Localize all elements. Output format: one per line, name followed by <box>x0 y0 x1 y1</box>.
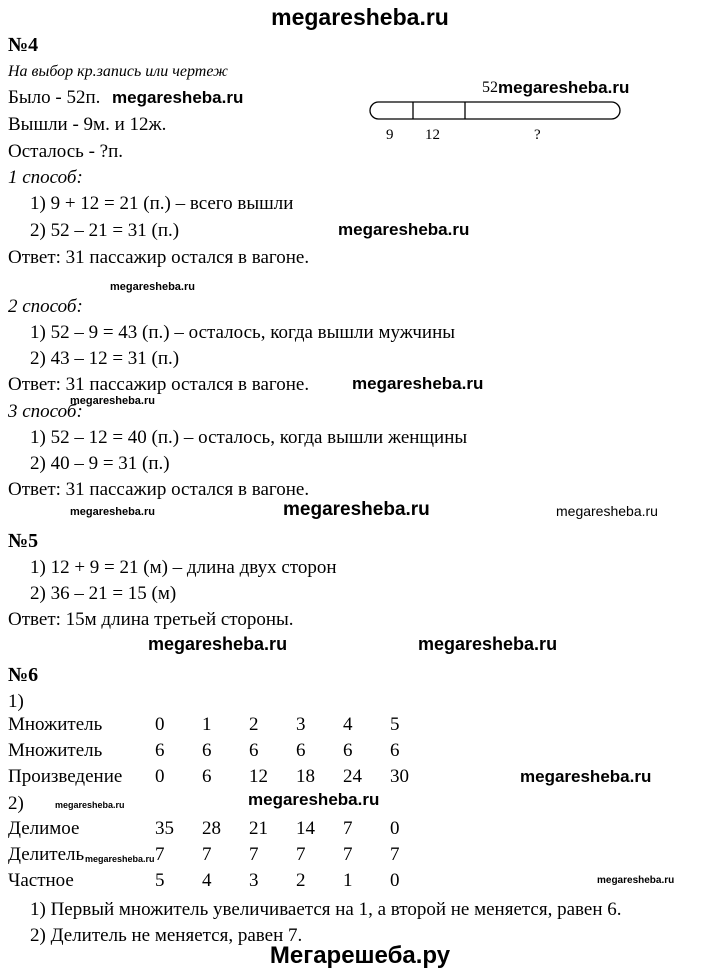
table-cell: 1 <box>202 714 212 735</box>
task4-given-was: Было - 52п. <box>8 87 101 108</box>
table-cell: 7 <box>249 844 259 865</box>
site-watermark: megaresheba.ru <box>110 281 195 293</box>
table-row-label: Делитель <box>8 844 85 865</box>
diagram-seg2-label: 12 <box>425 127 440 143</box>
site-watermark: megaresheba.ru <box>597 875 675 886</box>
task5-answer: Ответ: 15м длина третьей стороны. <box>8 609 294 630</box>
table-cell: 6 <box>296 740 306 761</box>
table-cell: 6 <box>343 740 353 761</box>
table-cell: 24 <box>343 766 362 787</box>
method3-step2: 2) 40 – 9 = 31 (п.) <box>30 453 170 474</box>
table-cell: 7 <box>343 818 353 839</box>
method2-answer: Ответ: 31 пассажир остался в вагоне. <box>8 374 310 395</box>
site-watermark: megaresheba.ru <box>70 395 155 407</box>
task6-part1-label: 1) <box>8 691 24 712</box>
site-watermark-footer: Мегарешеба.ру <box>269 942 451 969</box>
table-cell: 6 <box>249 740 259 761</box>
diagram-seg3-label: ? <box>534 127 541 143</box>
method3-title: 3 способ: <box>8 401 83 422</box>
site-watermark: megaresheba.ru <box>520 767 652 786</box>
task5-step2: 2) 36 – 21 = 15 (м) <box>30 583 177 604</box>
task4-given-remained: Осталось - ?п. <box>8 141 124 162</box>
diagram-bar <box>370 102 620 119</box>
table-cell: 14 <box>296 818 315 839</box>
table-cell: 18 <box>296 766 315 787</box>
table-cell: 0 <box>155 766 165 787</box>
table-cell: 28 <box>202 818 221 839</box>
method3-answer: Ответ: 31 пассажир остался в вагоне. <box>8 479 310 500</box>
site-watermark: megaresheba.ru <box>283 499 430 520</box>
table-cell: 0 <box>390 870 400 891</box>
table-cell: 0 <box>390 818 400 839</box>
multiplication-table <box>8 712 437 790</box>
site-watermark: megaresheba.ru <box>70 506 155 518</box>
site-watermark: megaresheba.ru <box>418 634 558 654</box>
table-cell: 1 <box>343 870 353 891</box>
table-cell: 12 <box>249 766 268 787</box>
table-cell: 35 <box>155 818 174 839</box>
task4-given-left-train: Вышли - 9м. и 12ж. <box>8 114 167 135</box>
table-row-label: Частное <box>8 870 74 891</box>
site-watermark: megaresheba.ru <box>498 78 630 97</box>
table-cell: 7 <box>202 844 212 865</box>
site-watermark-header: megaresheba.ru <box>271 4 449 30</box>
table-cell: 7 <box>343 844 353 865</box>
site-watermark: megaresheba.ru <box>338 220 470 239</box>
table-cell: 6 <box>202 766 212 787</box>
method3-step1: 1) 52 – 12 = 40 (п.) – осталось, когда вышли женщины <box>30 427 468 448</box>
task4-number: №4 <box>8 34 39 56</box>
table-row-label: Множитель <box>8 740 103 761</box>
table-cell: 4 <box>202 870 212 891</box>
task6-conclusion-1: 1) Первый множитель увеличивается на 1, а второй не меняется, равен 6. <box>30 899 622 920</box>
diagram-seg1-label: 9 <box>386 127 394 143</box>
table-cell: 2 <box>296 870 306 891</box>
diagram-total-label: 52 <box>482 79 498 96</box>
table-cell: 7 <box>390 844 400 865</box>
table-cell: 6 <box>390 740 400 761</box>
table-cell: 7 <box>296 844 306 865</box>
site-watermark: megaresheba.ru <box>85 854 155 864</box>
site-watermark: megaresheba.ru <box>55 800 125 810</box>
method2-step1: 1) 52 – 9 = 43 (п.) – осталось, когда вышли мужчины <box>30 322 456 343</box>
table-cell: 6 <box>202 740 212 761</box>
table-row-label: Произведение <box>8 766 123 787</box>
task6-number: №6 <box>8 664 39 686</box>
table-cell: 21 <box>249 818 268 839</box>
task5-number: №5 <box>8 530 39 552</box>
table-cell: 5 <box>390 714 400 735</box>
method1-answer: Ответ: 31 пассажир остался в вагоне. <box>8 247 310 268</box>
table-row-label: Множитель <box>8 714 103 735</box>
method2-step2: 2) 43 – 12 = 31 (п.) <box>30 348 180 369</box>
site-watermark: megaresheba.ru <box>352 374 484 393</box>
site-watermark: megaresheba.ru <box>556 503 658 519</box>
table-cell: 2 <box>249 714 259 735</box>
table-cell: 3 <box>249 870 259 891</box>
site-watermark: megaresheba.ru <box>112 88 244 107</box>
table-row-label: Делимое <box>8 818 80 839</box>
table-cell: 30 <box>390 766 409 787</box>
division-table <box>8 816 437 894</box>
task6-part2-label: 2) <box>8 793 24 814</box>
table-cell: 0 <box>155 714 165 735</box>
table-cell: 5 <box>155 870 165 891</box>
table-cell: 6 <box>155 740 165 761</box>
method1-title: 1 способ: <box>8 167 83 188</box>
task4-note: На выбор кр.запись или чертеж <box>8 63 228 80</box>
method1-step2: 2) 52 – 21 = 31 (п.) <box>30 220 180 241</box>
table-cell: 4 <box>343 714 353 735</box>
table-cell: 3 <box>296 714 306 735</box>
task6-conclusion-2: 2) Делитель не меняется, равен 7. <box>30 925 303 946</box>
method1-step1: 1) 9 + 12 = 21 (п.) – всего вышли <box>30 193 294 214</box>
method2-title: 2 способ: <box>8 296 83 317</box>
table-cell: 7 <box>155 844 165 865</box>
site-watermark: megaresheba.ru <box>248 790 380 809</box>
site-watermark: megaresheba.ru <box>148 634 288 654</box>
task5-step1: 1) 12 + 9 = 21 (м) – длина двух сторон <box>30 557 337 578</box>
